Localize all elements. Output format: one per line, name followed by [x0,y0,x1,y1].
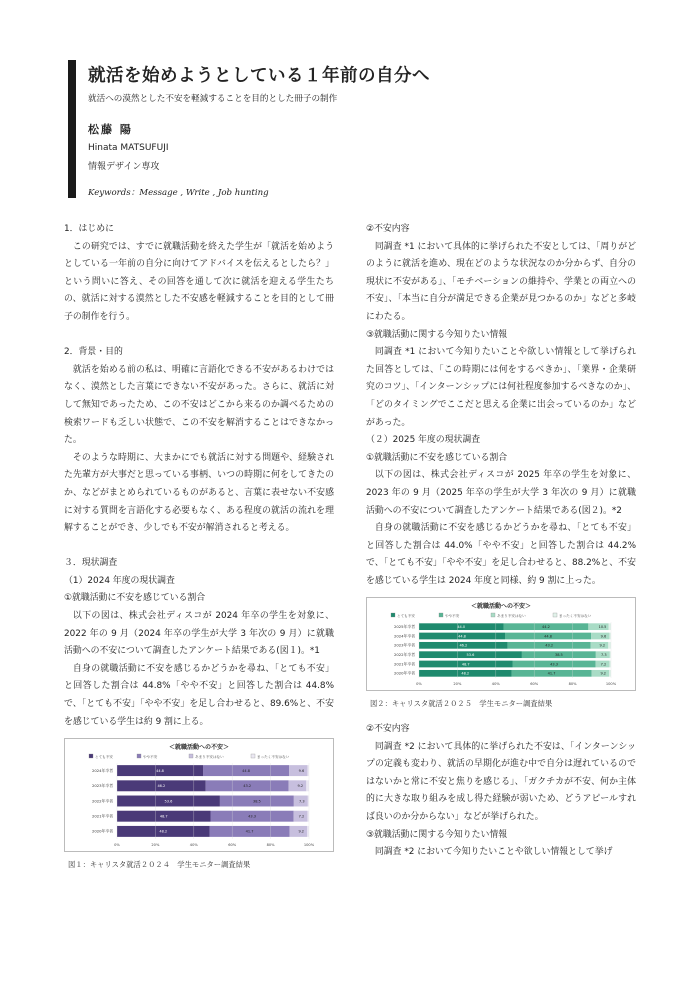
data-label: 46.2 [157,784,166,789]
data-label: 43.3 [248,814,256,819]
bar-segment [609,624,611,631]
item-wanted-info-2025: ③就職活動に関する今知りたい情報 [366,829,508,840]
data-label: 48.7 [159,814,168,819]
data-label: 7.3 [299,799,305,804]
data-label: 43.2 [545,644,554,649]
legend-swatch [251,754,255,758]
category-label: 2024年卒者 [91,768,113,774]
category-label: 2021年卒者 [393,661,415,667]
bar-segment [307,826,309,837]
wanted-info-2024-paragraph: 同調査 *1 において今知りたいことや欲しい情報として挙げられた回答としては、「この時期には何をするべきか」、「業界・企業研究のコツ」、「インターンシップには何社程度参加するべきなのか」、「どのタイミングでここだと思える企業に出会っているのか」などがあった。 [366,347,636,428]
legend-swatch [189,754,193,758]
keywords-list: ：Message , Write , Job hunting [130,188,269,198]
category-label: 2020年卒者 [91,828,113,834]
wanted-info-2025-paragraph: 同調査 *2 において今知りたいことや欲しい情報として挙げ [374,847,613,858]
x-tick-label: 20% [453,682,462,687]
legend-label: まったく不安はない [257,755,290,760]
data-label: 41.7 [547,672,556,677]
intro-paragraph: この研究では、すでに就職活動を終えた学生が「就活を始めようとしている一年前の自分に向けてアドバイスを伝えるとしたら？」という問いに答え、その回答を通して次に就活を迎える学生たちの、就活に対する漠然とした不安感を軽減することを目的として冊子の制作を行う。 [64,241,334,322]
item-anxiety-content-2025: ②不安内容 [366,724,410,735]
keywords-line [88,186,638,198]
item-anxiety-ratio-2025: ①就職活動に不安を感じている割合 [366,452,508,463]
legend-label: やや不安 [445,614,460,619]
bar-segment [610,652,611,659]
category-label: 2023年卒者 [393,643,415,649]
data-label: 46.2 [459,644,468,649]
section-heading-background: 2．背景・目的 [64,347,123,358]
data-label: 44.8 [242,769,250,774]
figure-1-chart [65,739,333,851]
data-label: 9.2 [298,829,305,834]
header-text [88,60,638,198]
x-tick-label: 40% [491,682,500,687]
paper-header [68,60,638,200]
legend-label: とても不安 [397,614,415,619]
bar-segment [307,811,309,822]
x-tick-label: 100% [605,682,617,687]
subsection-2024: （1）2024 年度の現状調査 [64,575,175,586]
x-tick-label: 20% [151,843,160,848]
keywords-label: Keywords [88,188,131,198]
bar-segment [609,661,611,668]
data-label: 44.0 [457,625,466,630]
anxiety-content-2025-paragraph: 同調査 *2 において具体的に挙げられた不安は、「インターンシップの定義も変わり、就活の早期化が進む中で自分は遅れているのではないかと常に不安と焦りを感じる」、「ガクチカが不安、何か主体的に大きな取り組みを成し得た経験が弱いため、どうアピールすれば良いのか分からない」などが挙げられた。 [366,741,636,823]
x-tick-label: 80% [568,682,577,687]
item-wanted-info-2024: ③就職活動に関する今知りたい情報 [366,329,508,340]
data-label: 44.8 [458,634,466,639]
author-name-en: Hinata MATSUFUJI [88,143,169,153]
survey-2025-paragraph-1: 以下の図は、株式会社ディスコが 2025 年卒の学生を対象に、2023 年の 9 月（2025 年卒の学生が大学 3 年次の 9 月）に就職活動への不安について調査したアンケート結果である(図２)。*2 [366,470,636,516]
data-label: 7.2 [298,814,305,819]
legend-label: とても不安 [95,755,113,760]
figure-2-chart [367,598,635,690]
legend-swatch [89,754,93,758]
data-label: 43.3 [550,662,558,667]
x-tick-label: 60% [228,843,237,848]
data-label: 53.6 [164,799,173,804]
author-department: 情報デザイン専攻 [88,162,160,172]
data-label: 38.5 [554,653,563,658]
data-label: 7.2 [600,662,607,667]
chart-title: ＜就職活動への不安＞ [168,744,230,752]
data-label: 9.6 [600,634,607,639]
background-paragraph-2: そのような時期に、大まかにでも就活に対する問題や、経験された先輩方が大事だと思っている事柄、いつの時期に何をしてきたのか、などがまとめられているものがあると、言葉に表せない不安感に対する質問を言語化する必要もなく、ある程度の就活の流れを理解することができ、少しでも不安が解消されると考える。 [64,452,334,534]
survey-2025-paragraph-2: 自身の就職活動に不安を感じるかどうかを尋ね、「とても不安」と回答した割合は 44.0%「やや不安」と回答した割合は 44.2%で、「とても不安」「やや不安」を足し合わせると、88.2%と、不安を感じている学生は 2024 年度と同様、約 9 割に上った。 [366,523,636,586]
bar-segment [307,765,309,776]
figure-1-caption: 図１：キャリスタ就活２０２４ 学生モニター調査結果 [68,860,251,870]
category-label: 2025年卒者 [393,624,415,630]
subsection-2025: （２）2025 年度の現状調査 [366,435,481,446]
bar-segment [608,642,611,649]
bar-segment [609,633,611,640]
category-label: 2022年卒者 [91,798,113,804]
survey-2024-paragraph-2: 自身の就職活動に不安を感じるかどうかを尋ね、「とても不安」と回答した割合は 44.8%「やや不安」と回答した割合は 44.8%で、「とても不安」「やや不安」を足し合わせると、89.6%と、不安を感じている学生は約 9 割に上る。 [64,663,334,727]
legend-label: あまり不安はない [497,614,526,619]
item-anxiety-content-2024: ②不安内容 [366,224,410,234]
survey-2024-paragraph-1: 以下の図は、株式会社ディスコが 2024 年卒の学生を対象に、2022 年の 9 月（2024 年卒の学生が大学 3 年次の 9 月）に就職活動への不安について調査したアンケート結果である(図１)。*1 [64,611,334,657]
paper-subtitle: 就活への漠然とした不安を軽減することを目的とした冊子の制作 [88,94,338,104]
data-label: 48.2 [159,829,168,834]
legend-swatch [491,613,495,617]
data-label: 44.2 [542,625,550,630]
bar-segment [306,781,309,792]
category-label: 2024年卒者 [393,633,415,639]
data-label: 43.2 [243,784,252,789]
data-label: 10.5 [598,625,607,630]
background-paragraph-1: 就活を始める前の私は、明確に言語化できる不安があるわけではなく、漠然とした言葉にできない不安があった。さらに、就活に対して無知であったため、この不安はどこから来るのか調べるための検索ワードも乏しい状態で、この不安を解消することはできなかった。 [64,364,334,446]
x-tick-label: 100% [303,843,315,848]
data-label: 44.8 [544,634,552,639]
legend-label: まったく不安はない [559,614,592,619]
data-label: 9.2 [600,672,607,677]
right-column [366,221,636,862]
data-label: 9.2 [599,644,606,649]
title-accent-bar [68,60,76,198]
figure-1 [64,738,334,852]
data-label: 38.5 [252,799,261,804]
data-label: 7.3 [601,653,607,658]
legend-label: あまり不安はない [195,755,224,760]
section-heading-intro: 1．はじめに [64,224,115,234]
left-column [64,221,334,882]
bar-segment [308,796,309,807]
category-label: 2022年卒者 [393,652,415,658]
item-anxiety-ratio-2024: ①就職活動に不安を感じている割合 [64,593,206,604]
data-label: 9.2 [297,784,304,789]
legend-swatch [391,613,395,617]
legend-swatch [439,613,443,617]
legend-label: やや不安 [143,755,158,760]
figure-2-caption: 図２：キャリスタ就活２０２５ 学生モニター調査結果 [370,699,553,709]
author-name-jp: 松藤 陽 [88,123,133,136]
category-label: 2020年卒者 [393,671,415,677]
data-label: 9.6 [298,769,305,774]
data-label: 48.7 [461,662,470,667]
bar-segment [609,670,611,677]
x-tick-label: 40% [189,843,198,848]
x-tick-label: 80% [266,843,275,848]
paper-title: 就活を始めようとしている１年前の自分へ [88,66,430,86]
data-label: 44.8 [156,769,164,774]
data-label: 53.6 [466,653,475,658]
figure-2 [366,597,636,691]
x-tick-label: 0% [114,843,120,848]
x-tick-label: 60% [530,682,539,687]
legend-swatch [553,613,557,617]
category-label: 2023年卒者 [91,783,113,789]
data-label: 48.2 [461,672,470,677]
section-heading-survey: ３．現状調査 [64,558,118,569]
chart-title: ＜就職活動への不安＞ [470,603,532,611]
anxiety-content-2024-paragraph: 同調査 *1 において具体的に挙げられた不安としては、「周りがどのように就活を進め、現在どのような状況なのか分からず、自分の現状に不安がある」、「モチベーションの維持や、学業との両立への不安」、「本当に自分が満足できる企業が見つかるのか」などと多岐にわたる。 [366,241,636,322]
category-label: 2021年卒者 [91,813,113,819]
legend-swatch [137,754,141,758]
x-tick-label: 0% [416,682,422,687]
data-label: 41.7 [245,829,254,834]
